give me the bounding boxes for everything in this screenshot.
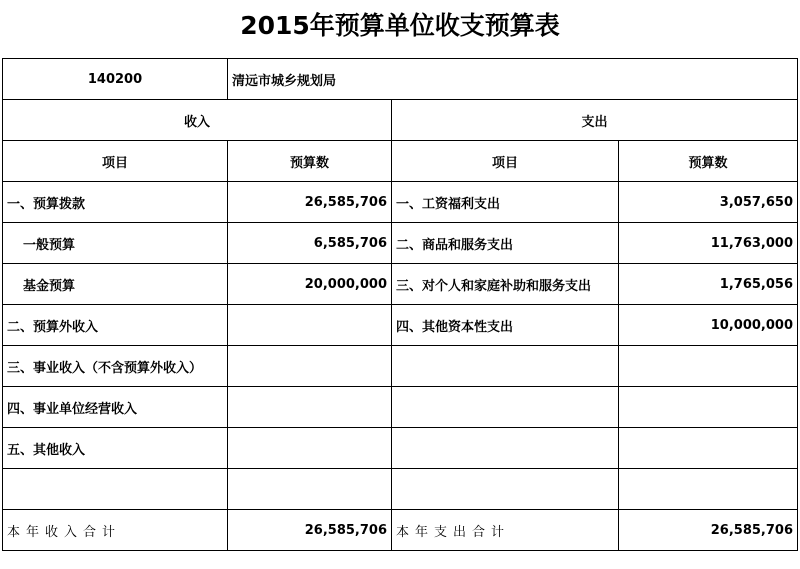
income-amount <box>228 387 392 428</box>
expense-item-header: 项目 <box>392 141 619 182</box>
income-amount: 20,000,000 <box>228 264 392 305</box>
budget-table <box>2 58 798 551</box>
expense-total-amount: 26,585,706 <box>619 510 798 551</box>
expense-amount <box>619 428 798 469</box>
table-row <box>3 305 798 346</box>
expense-amount <box>619 469 798 510</box>
expense-total-label: 本年支出合计 <box>392 510 619 551</box>
income-amount: 6,585,706 <box>228 223 392 264</box>
expense-item <box>392 346 619 387</box>
unit-row <box>3 59 798 100</box>
expense-amount: 11,763,000 <box>619 223 798 264</box>
expense-item: 四、其他资本性支出 <box>392 305 619 346</box>
table-row <box>3 428 798 469</box>
income-item: 三、事业收入（不含预算外收入） <box>3 346 228 387</box>
page-title: 2015年预算单位收支预算表 <box>240 11 560 40</box>
section-header-row <box>3 100 798 141</box>
table-row <box>3 346 798 387</box>
income-amount <box>228 305 392 346</box>
income-item <box>3 469 228 510</box>
expense-amount: 3,057,650 <box>619 182 798 223</box>
expense-item <box>392 469 619 510</box>
income-item: 五、其他收入 <box>3 428 228 469</box>
table-row <box>3 264 798 305</box>
income-item: 一、预算拨款 <box>3 182 228 223</box>
income-amount <box>228 469 392 510</box>
income-amount: 26,585,706 <box>228 182 392 223</box>
table-row <box>3 223 798 264</box>
income-item: 一般预算 <box>3 223 228 264</box>
income-amount-header: 预算数 <box>228 141 392 182</box>
expense-item: 三、对个人和家庭补助和服务支出 <box>392 264 619 305</box>
income-amount <box>228 346 392 387</box>
expense-amount-header: 预算数 <box>619 141 798 182</box>
income-total-label: 本年收入合计 <box>3 510 228 551</box>
totals-row <box>3 510 798 551</box>
income-item: 二、预算外收入 <box>3 305 228 346</box>
unit-name: 清远市城乡规划局 <box>228 59 798 100</box>
expense-amount: 10,000,000 <box>619 305 798 346</box>
table-row <box>3 182 798 223</box>
income-item: 基金预算 <box>3 264 228 305</box>
table-row <box>3 469 798 510</box>
expense-amount <box>619 387 798 428</box>
unit-code: 140200 <box>3 59 228 100</box>
expense-item <box>392 428 619 469</box>
expense-item: 二、商品和服务支出 <box>392 223 619 264</box>
expense-item: 一、工资福利支出 <box>392 182 619 223</box>
expense-section-header: 支出 <box>392 100 798 141</box>
income-total-amount: 26,585,706 <box>228 510 392 551</box>
expense-item <box>392 387 619 428</box>
income-item-header: 项目 <box>3 141 228 182</box>
income-amount <box>228 428 392 469</box>
expense-amount <box>619 346 798 387</box>
table-row <box>3 387 798 428</box>
income-section-header: 收入 <box>3 100 392 141</box>
column-header-row <box>3 141 798 182</box>
expense-amount: 1,765,056 <box>619 264 798 305</box>
income-item: 四、事业单位经营收入 <box>3 387 228 428</box>
